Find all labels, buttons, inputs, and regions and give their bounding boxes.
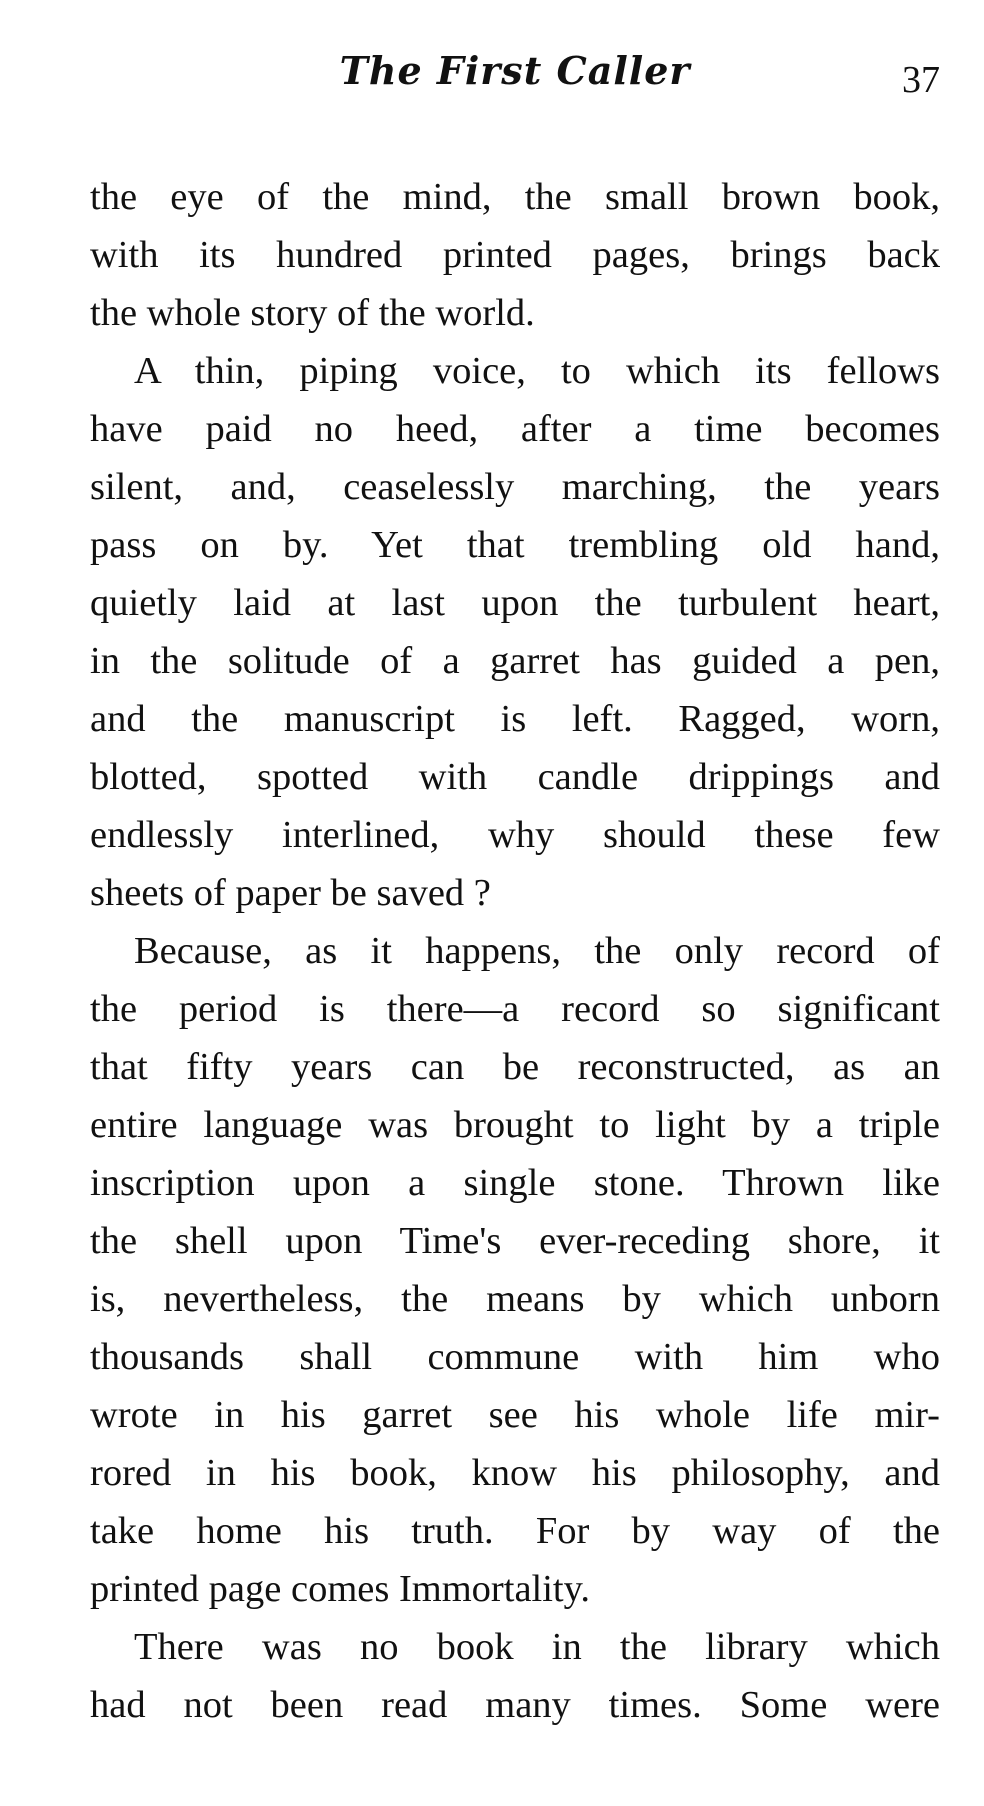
text-line: and the manuscript is left. Ragged, worn, (90, 698, 940, 740)
running-title: The First Caller (339, 48, 691, 93)
paragraph-first-line: Because, as it happens, the only record of (134, 930, 940, 972)
text-line: entire language was brought to light by a triple (90, 1104, 940, 1146)
text-line: wrote in his garret see his whole life mir- (90, 1394, 940, 1436)
text-line: silent, and, ceaselessly marching, the years (90, 466, 940, 508)
text-line: that fifty years can be reconstructed, as an (90, 1046, 940, 1088)
page-number: 37 (902, 59, 940, 101)
text-line: sheets of paper be saved ? (90, 872, 491, 914)
text-line: quietly laid at last upon the turbulent heart, (90, 582, 940, 624)
paragraph-first-line: There was no book in the library which (134, 1626, 940, 1668)
text-line: printed page comes Immortality. (90, 1568, 590, 1610)
text-line: the whole story of the world. (90, 292, 535, 334)
text-line: endlessly interlined, why should these few (90, 814, 940, 856)
text-line: thousands shall commune with him who (90, 1336, 940, 1378)
text-line: blotted, spotted with candle drippings and (90, 756, 940, 798)
text-line: the period is there—a record so significant (90, 988, 940, 1030)
text-line: have paid no heed, after a time becomes (90, 408, 940, 450)
text-line: rored in his book, know his philosophy, and (90, 1452, 940, 1494)
text-line: had not been read many times. Some were (90, 1684, 940, 1726)
text-line: the shell upon Time's ever-receding shore, it (90, 1220, 940, 1262)
text-line: is, nevertheless, the means by which unborn (90, 1278, 940, 1320)
running-head (90, 48, 940, 108)
body-text (90, 168, 940, 1734)
text-line: the eye of the mind, the small brown book, (90, 176, 940, 218)
text-line: in the solitude of a garret has guided a pen, (90, 640, 940, 682)
text-line: take home his truth. For by way of the (90, 1510, 940, 1552)
text-line: pass on by. Yet that trembling old hand, (90, 524, 940, 566)
text-line: inscription upon a single stone. Thrown like (90, 1162, 940, 1204)
text-line: with its hundred printed pages, brings back (90, 234, 940, 276)
paragraph-first-line: A thin, piping voice, to which its fellows (134, 350, 940, 392)
